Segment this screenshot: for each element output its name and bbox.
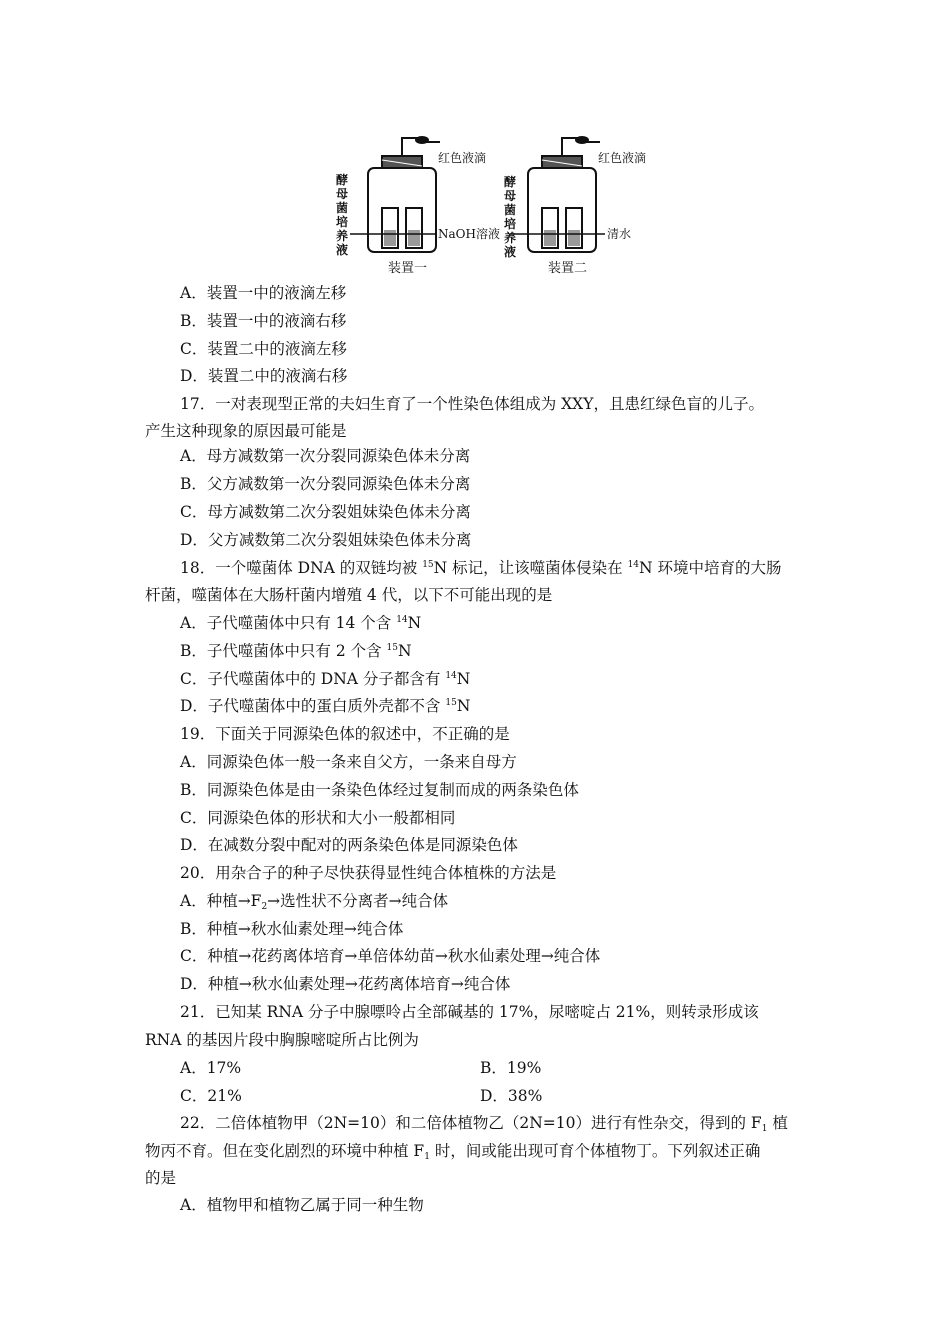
q21-stem-line-2: RNA 的基因片段中胸腺嘧啶所占比例为 (145, 1031, 419, 1049)
q18-a-sup: 14 (396, 615, 408, 625)
q18-option-c (180, 669, 470, 689)
q21-option-d: D．38% (480, 1087, 543, 1105)
q18-option-a (180, 613, 421, 633)
q22-stem-1b: 植 (767, 1114, 788, 1132)
q18-a-end: N (407, 614, 422, 632)
q22-stem-2-sub: 1 (424, 1152, 430, 1162)
q18-b-end: N (398, 642, 412, 660)
svg-text:培: 培 (504, 217, 517, 231)
water-label: 清水 (607, 227, 632, 241)
q18-d-text: D．子代噬菌体中的蛋白质外壳都不含 (180, 697, 446, 715)
q19-option-b: B．同源染色体是由一条染色体经过复制而成的两条染色体 (180, 781, 579, 799)
q22-stem-1-sub: 1 (761, 1124, 768, 1134)
q20-option-b: B．种植→秋水仙素处理→纯合体 (180, 920, 404, 938)
q22-stem-line-3: 的是 (145, 1169, 177, 1187)
q18-b-sup: 15 (386, 643, 398, 653)
q22-stem-2b: 时，间或能出现可育个体植物丁。下列叙述正确 (429, 1142, 761, 1160)
q18-c-end: N (456, 670, 471, 688)
q21-stem-line-1: 21．已知某 RNA 分子中腺嘌呤占全部碱基的 17%，尿嘧啶占 21%，则转录形成该 (180, 1003, 759, 1021)
q22-stem-line-1 (180, 1113, 788, 1133)
q17-option-a: A．母方减数第一次分裂同源染色体未分离 (180, 447, 471, 465)
q21-option-b: B．19% (480, 1059, 542, 1077)
q17-option-b: B．父方减数第一次分裂同源染色体未分离 (180, 475, 471, 493)
q21-option-c: C．21% (180, 1087, 242, 1105)
svg-text:养: 养 (336, 229, 349, 243)
device-one (350, 137, 440, 252)
naoh-label: NaOH溶液 (438, 227, 500, 241)
q20-a-text: A．种植→F (180, 892, 262, 910)
q20-option-a (180, 891, 448, 911)
q16-option-b: B．装置一中的液滴右移 (180, 312, 347, 330)
drop-label-2: 红色液滴 (598, 151, 647, 165)
experiment-figure (330, 126, 670, 276)
svg-text:菌: 菌 (504, 203, 517, 217)
drop-label-1: 红色液滴 (438, 151, 487, 165)
svg-text:液: 液 (504, 245, 517, 259)
q22-option-a: A．植物甲和植物乙属于同一种生物 (180, 1196, 424, 1214)
q22-stem-1a: 22．二倍体植物甲（2N=10）和二倍体植物乙（2N=10）进行有性杂交，得到的 F (180, 1114, 762, 1132)
culture-label-2 (504, 174, 516, 259)
q17-option-d: D．父方减数第二次分裂姐妹染色体未分离 (180, 531, 472, 549)
svg-text:母: 母 (336, 187, 349, 201)
q18-stem-part-b: N 标记，让该噬菌体侵染在 (433, 559, 628, 577)
q18-sup-14: 14 (627, 560, 640, 570)
q18-stem-line-1 (180, 558, 782, 578)
q19-stem: 19．下面关于同源染色体的叙述中，不正确的是 (180, 725, 510, 743)
q18-b-text: B．子代噬菌体中只有 2 个含 (180, 642, 387, 660)
q16-option-a: A．装置一中的液滴左移 (180, 284, 347, 302)
svg-text:液: 液 (336, 243, 349, 257)
q18-stem-line-2: 杆菌，噬菌体在大肠杆菌内增殖 4 代，以下不可能出现的是 (145, 586, 553, 604)
q18-c-text: C．子代噬菌体中的 DNA 分子都含有 (180, 670, 446, 688)
q16-option-c: C．装置二中的液滴左移 (180, 340, 347, 358)
svg-text:酵: 酵 (504, 175, 517, 189)
q17-option-c: C．母方减数第二次分裂姐妹染色体未分离 (180, 503, 471, 521)
q21-option-a: A．17% (180, 1059, 242, 1077)
q22-stem-2a: 物丙不育。但在变化剧烈的环境中种植 F (145, 1142, 425, 1160)
q18-option-b (180, 641, 412, 661)
svg-text:母: 母 (504, 189, 517, 203)
svg-text:酵: 酵 (336, 173, 349, 187)
q18-d-sup: 15 (445, 698, 457, 708)
q18-c-sup: 14 (445, 671, 457, 681)
q19-option-c: C．同源染色体的形状和大小一般都相同 (180, 809, 456, 827)
q20-option-c: C．种植→花药离体培育→单倍体幼苗→秋水仙素处理→纯合体 (180, 947, 601, 965)
q18-d-end: N (456, 697, 471, 715)
q22-stem-line-2 (145, 1141, 760, 1161)
q16-option-d: D．装置二中的液滴右移 (180, 367, 348, 385)
device-one-caption: 装置一 (388, 261, 428, 276)
q18-sup-15: 15 (422, 560, 434, 570)
q19-option-d: D．在减数分裂中配对的两条染色体是同源染色体 (180, 836, 518, 854)
q18-stem-part-a: 18．一个噬菌体 DNA 的双链均被 (180, 559, 423, 577)
device-two-caption: 装置二 (548, 261, 588, 276)
svg-text:培: 培 (336, 215, 349, 229)
svg-text:菌: 菌 (336, 201, 349, 215)
q20-option-d: D．种植→秋水仙素处理→花药离体培育→纯合体 (180, 975, 511, 993)
q18-a-text: A．子代噬菌体中只有 14 个含 (180, 614, 397, 632)
culture-label-1 (336, 172, 348, 257)
q18-option-d (180, 696, 470, 716)
q19-option-a: A．同源染色体一般一条来自父方，一条来自母方 (180, 753, 517, 771)
q20-stem: 20．用杂合子的种子尽快获得显性纯合体植株的方法是 (180, 864, 557, 882)
q20-a-end: →选性状不分离者→纯合体 (267, 892, 449, 910)
q17-stem-line-1: 17．一对表现型正常的夫妇生育了一个性染色体组成为 XXY，且患红绿色盲的儿子。 (180, 395, 764, 413)
svg-text:养: 养 (504, 231, 517, 245)
device-two (510, 137, 605, 252)
q17-stem-line-2: 产生这种现象的原因最可能是 (145, 422, 347, 440)
q20-a-sub: 2 (261, 902, 268, 912)
q18-stem-part-c: N 环境中培育的大肠 (639, 559, 782, 577)
